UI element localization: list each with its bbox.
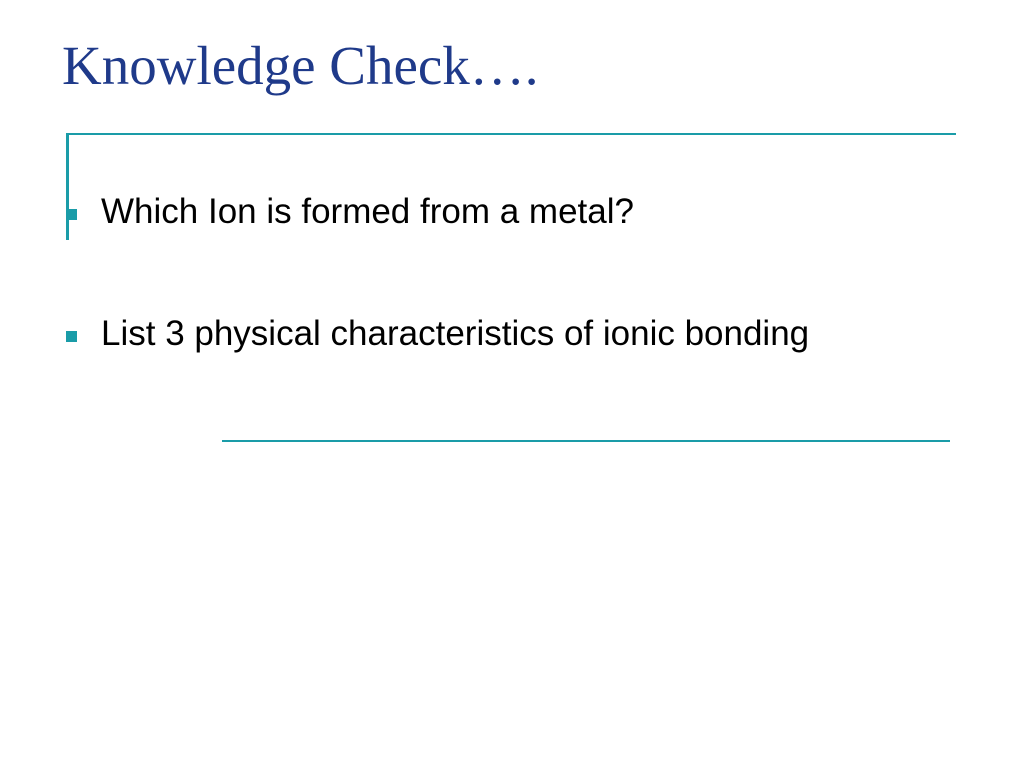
square-bullet-icon <box>66 209 77 220</box>
square-bullet-icon <box>66 331 77 342</box>
bullet-text: List 3 physical characteristics of ionic bonding <box>101 314 810 353</box>
bullet-text: Which Ion is formed from a metal? <box>101 192 634 231</box>
left-accent-bar <box>66 133 69 240</box>
bottom-divider <box>222 440 950 442</box>
slide-title: Knowledge Check…. <box>62 35 539 96</box>
top-divider <box>66 133 956 135</box>
